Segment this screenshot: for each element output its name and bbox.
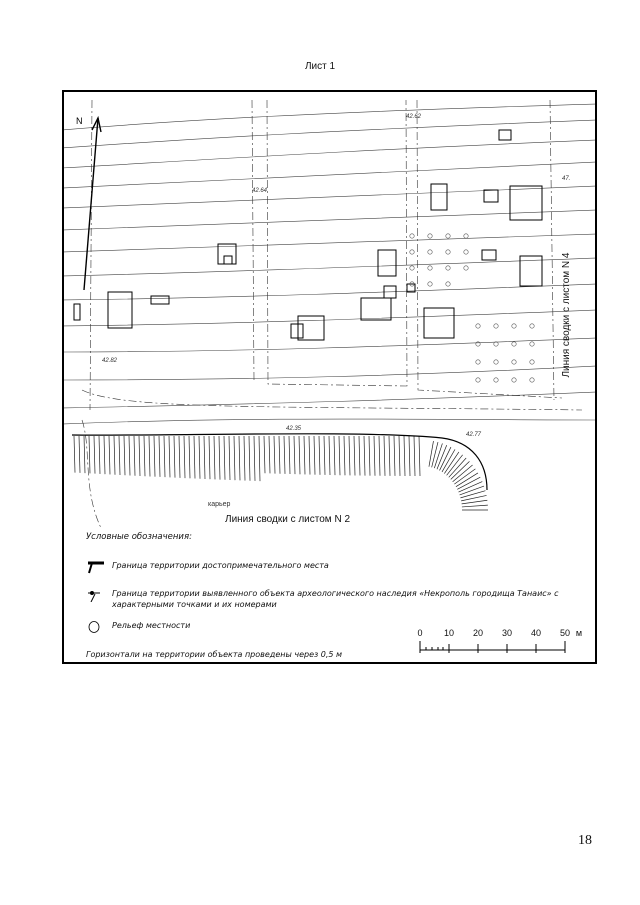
legend-item-text: Рельеф местности	[112, 621, 191, 630]
scale-tick-label: 30	[501, 628, 513, 638]
north-arrow-label: N	[76, 116, 83, 126]
sheet-title: Лист 1	[304, 61, 336, 72]
scale-unit: м	[575, 628, 583, 638]
boundary-archaeological-icon	[86, 588, 108, 602]
legend-title: Условные обозначения:	[86, 532, 192, 542]
elevation-label: 42.35	[286, 426, 302, 432]
bottom-seam-label: Линия сводки с листом N 2	[225, 514, 351, 525]
scale-tick-label: 40	[530, 628, 542, 638]
scale-tick-label: 10	[443, 628, 455, 638]
right-seam-label: Линия сводки с листом N 4	[561, 252, 572, 378]
quarry-label: карьер	[208, 501, 231, 508]
elevation-label: 42.82	[102, 358, 118, 364]
scale-tick-label: 20	[472, 628, 484, 638]
scale-tick-label: 50	[559, 628, 571, 638]
quarry-slope-hatching	[74, 436, 488, 510]
elevation-label: 47.	[562, 176, 571, 182]
scale-tick-label: 0	[417, 628, 423, 638]
page-number: 18	[578, 833, 592, 848]
elevation-label: 42.77	[466, 432, 482, 438]
scale-bar	[412, 626, 587, 656]
legend-item-text: Граница территории достопримечательного места	[112, 561, 329, 570]
legend-footer: Горизонтали на территории объекта проведены через 0,5 м	[86, 650, 343, 659]
relief-icon	[86, 620, 108, 634]
legend-item-text: Граница территории выявленного объекта археологического наследия «Некрополь городища Танаис» с характерными точками и их номерами	[112, 589, 559, 609]
north-arrow-icon	[84, 118, 101, 290]
boundary-landmark-icon	[86, 560, 108, 574]
buildings	[74, 130, 542, 340]
site-plan-map	[62, 90, 597, 530]
contour-lines	[62, 104, 597, 424]
elevation-label: 42.64	[252, 188, 268, 194]
parcel-boundaries	[82, 100, 582, 530]
elevation-label: 42.62	[406, 114, 422, 120]
